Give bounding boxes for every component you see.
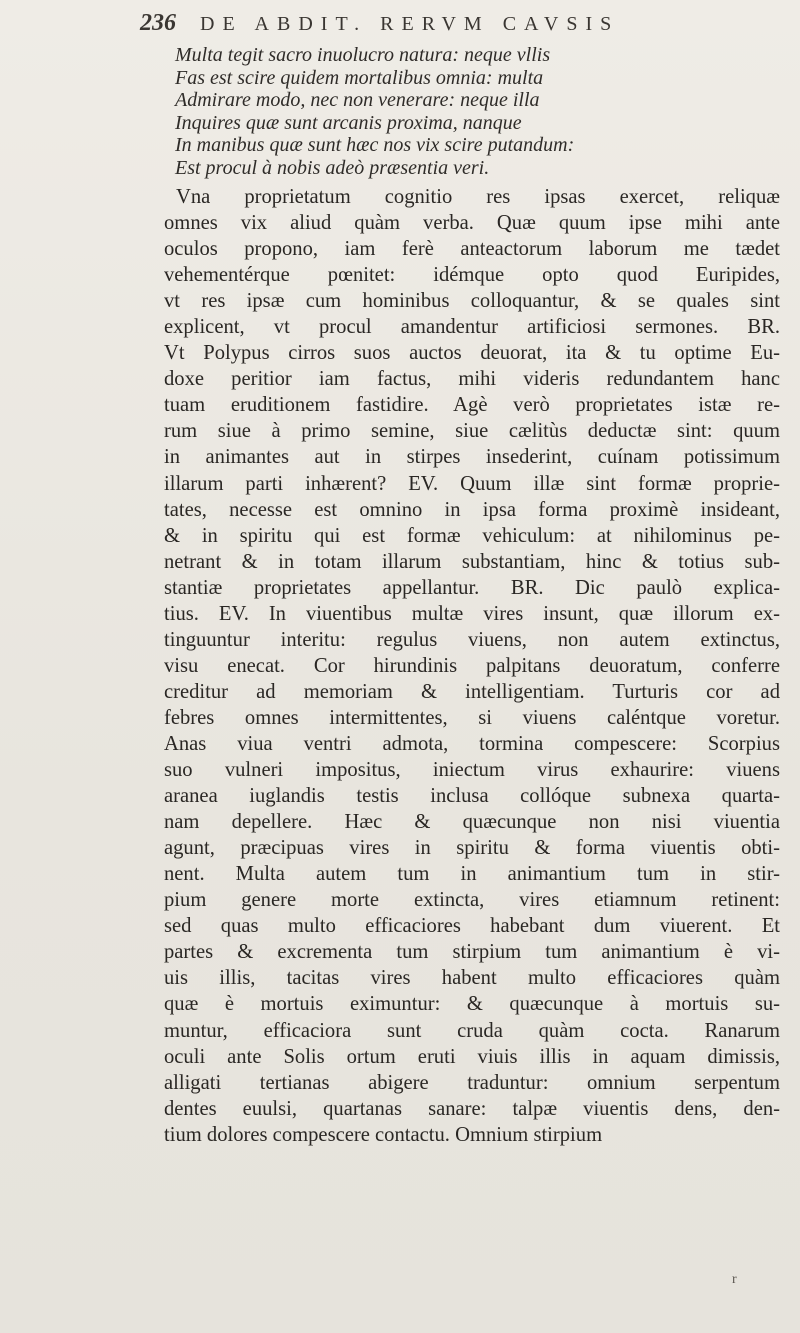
body-line: oculos propono, iam ferè anteactorum laborum me tædet bbox=[164, 238, 780, 261]
body-line: dentes euulsi, quartanas sanare: talpæ viuentis dens, den- bbox=[164, 1097, 780, 1120]
verse-line: Multa tegit sacro inuolucro natura: neque vllis bbox=[175, 44, 551, 66]
body-line: visu enecat. Cor hirundinis palpitans deuoratum, conferre bbox=[164, 654, 780, 677]
body-line: sed quas multo efficaciores habebant dum viuerent. Et bbox=[164, 915, 780, 938]
body-line: Vna proprietatum cognitio res ipsas exercet, reliquæ bbox=[176, 186, 780, 208]
body-line: alligati tertianas abigere traduntur: omnium serpentum bbox=[164, 1071, 780, 1094]
verse-block bbox=[175, 44, 785, 180]
verse-line: Fas est scire quidem mortalibus omnia: multa bbox=[175, 66, 544, 89]
running-title: DE ABDIT. RERVM CAVSIS bbox=[200, 13, 620, 35]
body-line: nam depellere. Hæc & quæcunque non nisi viuentia bbox=[164, 811, 780, 834]
body-line: agunt, præcipuas vires in spiritu & forma viuentis obti- bbox=[164, 837, 780, 860]
body-line: suo vulneri impositus, iniectum virus exhaurire: viuens bbox=[164, 759, 780, 782]
verse-line: Admirare modo, nec non venerare: neque illa bbox=[175, 89, 540, 112]
body-line: pium genere morte extincta, vires etiamnum retinent: bbox=[164, 889, 780, 912]
verse-line: Est procul à nobis adeò præsentia veri. bbox=[175, 156, 490, 179]
body-line: tates, necesse est omnino in ipsa forma proximè insideant, bbox=[164, 498, 780, 521]
body-line: partes & excrementa tum stirpium tum animantium è vi- bbox=[164, 941, 780, 964]
body-line: in animantes aut in stirpes insederint, cuínam potissimum bbox=[164, 446, 780, 469]
body-line: Vt Polypus cirros suos auctos deuorat, ita & tu optime Eu- bbox=[164, 342, 780, 365]
body-line: febres omnes intermittentes, si viuens caléntque voretur. bbox=[164, 706, 780, 729]
body-line: tinguuntur interitu: regulus viuens, non autem extinctus, bbox=[164, 628, 780, 651]
verse-line: Inquires quæ sunt arcanis proxima, nanque bbox=[175, 111, 522, 134]
page-number: 236 bbox=[140, 10, 176, 36]
body-line: stantiæ proprietates appellantur. BR. Dic paulò explica- bbox=[164, 576, 780, 599]
body-line: creditur ad memoriam & intelligentiam. Turturis cor ad bbox=[164, 680, 780, 703]
body-line: illarum parti inhærent? EV. Quum illæ sint formæ proprie- bbox=[164, 472, 780, 495]
body-line: vehementérque pœnitet: idémque opto quod Euripides, bbox=[164, 264, 780, 287]
body-line: tium dolores compescere contactu. Omnium stirpium bbox=[164, 1123, 603, 1146]
verse-line: In manibus quæ sunt hæc nos vix scire putandum: bbox=[175, 134, 575, 157]
body-line: uis illis, tacitas vires habent multo efficaciores quàm bbox=[164, 967, 780, 990]
body-line: doxe peritior iam factus, mihi videris redundantem hanc bbox=[164, 368, 780, 391]
body-line: muntur, efficaciora sunt cruda quàm cocta. Ranarum bbox=[164, 1019, 780, 1042]
body-line: tius. EV. In viuentibus multæ vires insunt, quæ illorum ex- bbox=[164, 602, 780, 625]
body-line: Anas viua ventri admota, tormina compescere: Scorpius bbox=[164, 732, 780, 755]
body-line: omnes vix aliud quàm verba. Quæ quum ipse mihi ante bbox=[164, 212, 780, 235]
body-line: oculi ante Solis ortum eruti viuis illis in aquam dimissis, bbox=[164, 1045, 780, 1068]
body-line: aranea iuglandis testis inclusa collóque subnexa quarta- bbox=[164, 785, 780, 808]
body-line: nent. Multa autem tum in animantium tum in stir- bbox=[164, 863, 780, 886]
body-line: tuam eruditionem fastidire. Agè verò proprietates istæ re- bbox=[164, 394, 780, 417]
body-line: netrant & in totam illarum substantiam, hinc & totius sub- bbox=[164, 550, 780, 573]
body-line: & in spiritu qui est formæ vehiculum: at nihilominus pe- bbox=[164, 524, 780, 547]
body-line: explicent, vt procul amandentur artificiosi sermones. BR. bbox=[164, 316, 780, 339]
body-text bbox=[164, 184, 780, 1148]
body-line: rum siue à primo semine, siue cælitùs deductæ sint: quum bbox=[164, 420, 780, 443]
signature-mark: r bbox=[732, 1272, 737, 1287]
body-line: vt res ipsæ cum hominibus colloquantur, & se quales sint bbox=[164, 290, 780, 313]
page-header bbox=[140, 10, 780, 36]
body-line: quæ è mortuis eximuntur: & quæcunque à mortuis su- bbox=[164, 993, 780, 1016]
